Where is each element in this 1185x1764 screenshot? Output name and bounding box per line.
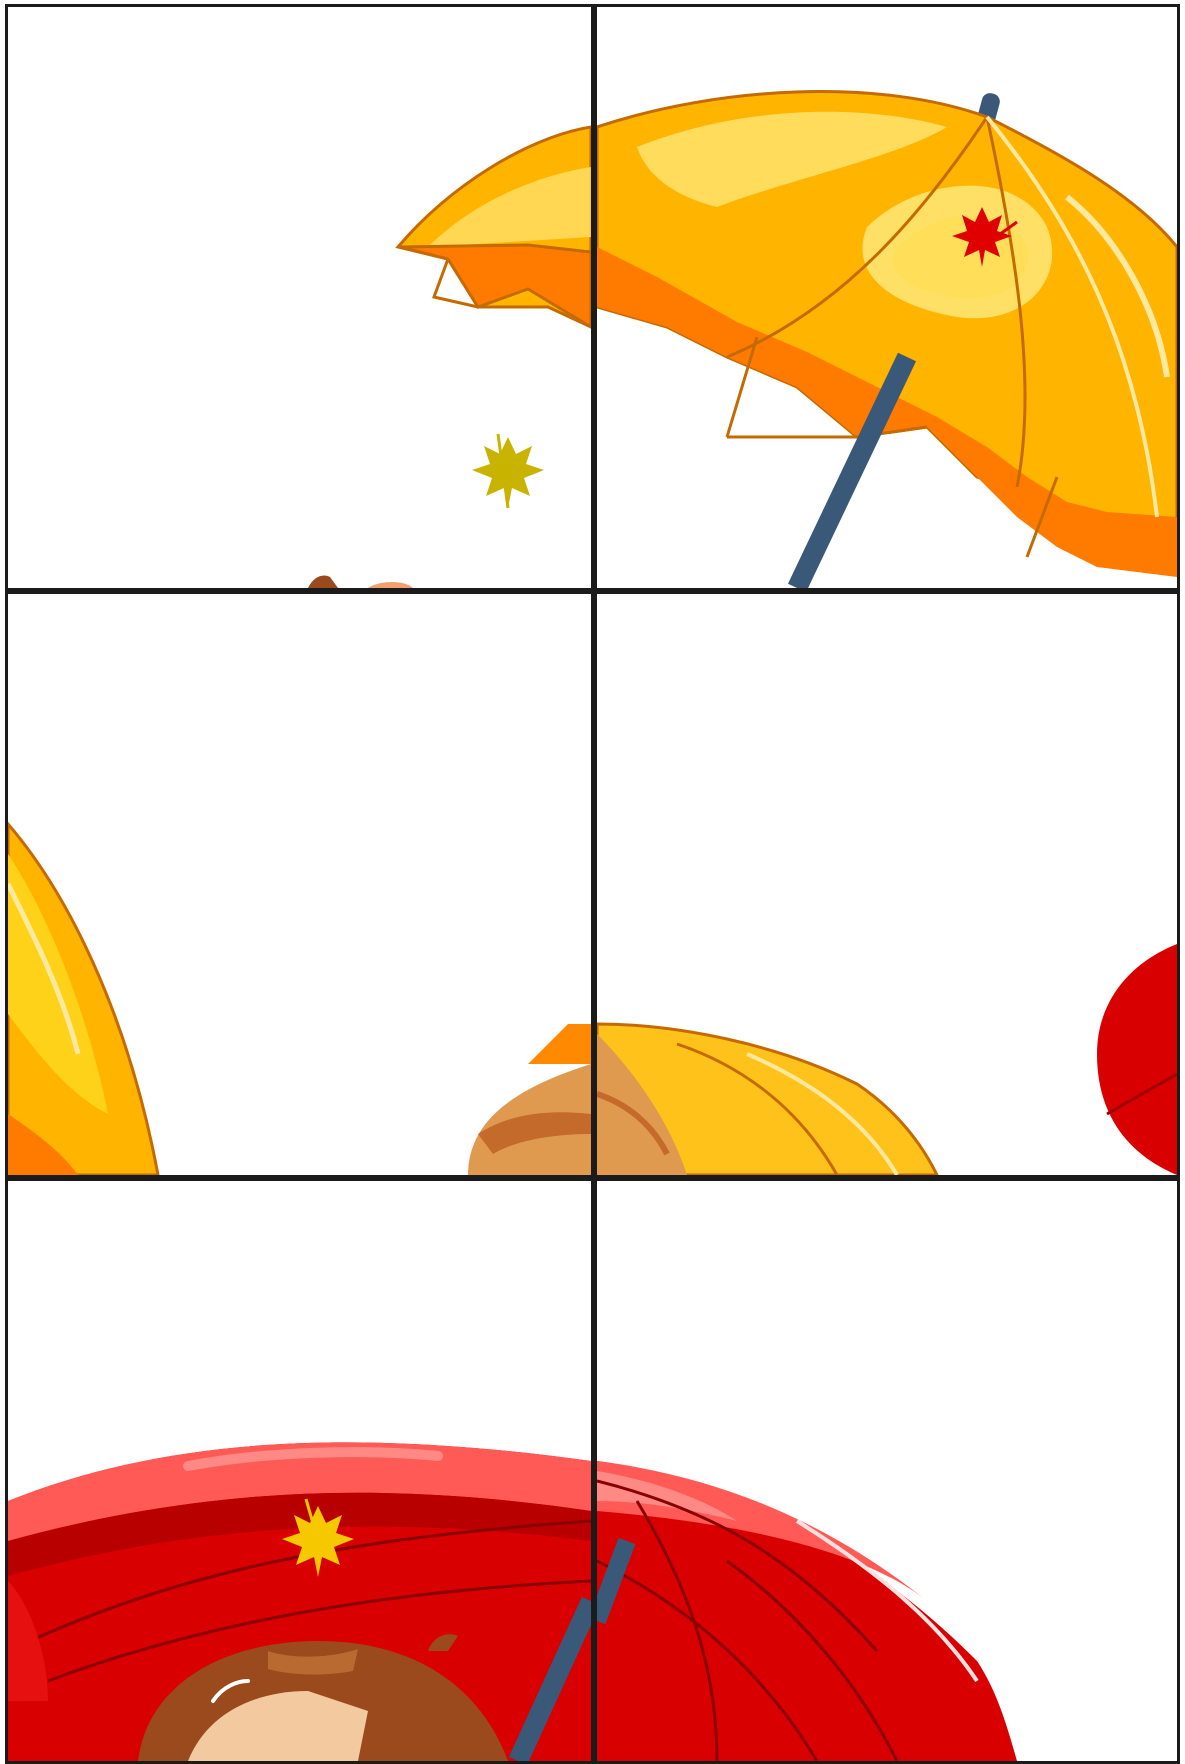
tile-3-image (8, 594, 591, 1175)
maple-leaf-icon (472, 434, 544, 508)
puzzle-tile-1[interactable] (5, 4, 594, 591)
tile-2-image (597, 7, 1177, 588)
puzzle-tile-6[interactable] (594, 1178, 1180, 1764)
puzzle-tile-3[interactable] (5, 591, 594, 1178)
puzzle-tile-2[interactable] (594, 4, 1180, 591)
tile-6-image (597, 1181, 1177, 1761)
puzzle-tile-5[interactable] (5, 1178, 594, 1764)
tile-1-image (8, 7, 591, 588)
puzzle-tile-4[interactable] (594, 591, 1180, 1178)
tile-4-image (597, 594, 1177, 1175)
tile-5-image (8, 1181, 591, 1761)
